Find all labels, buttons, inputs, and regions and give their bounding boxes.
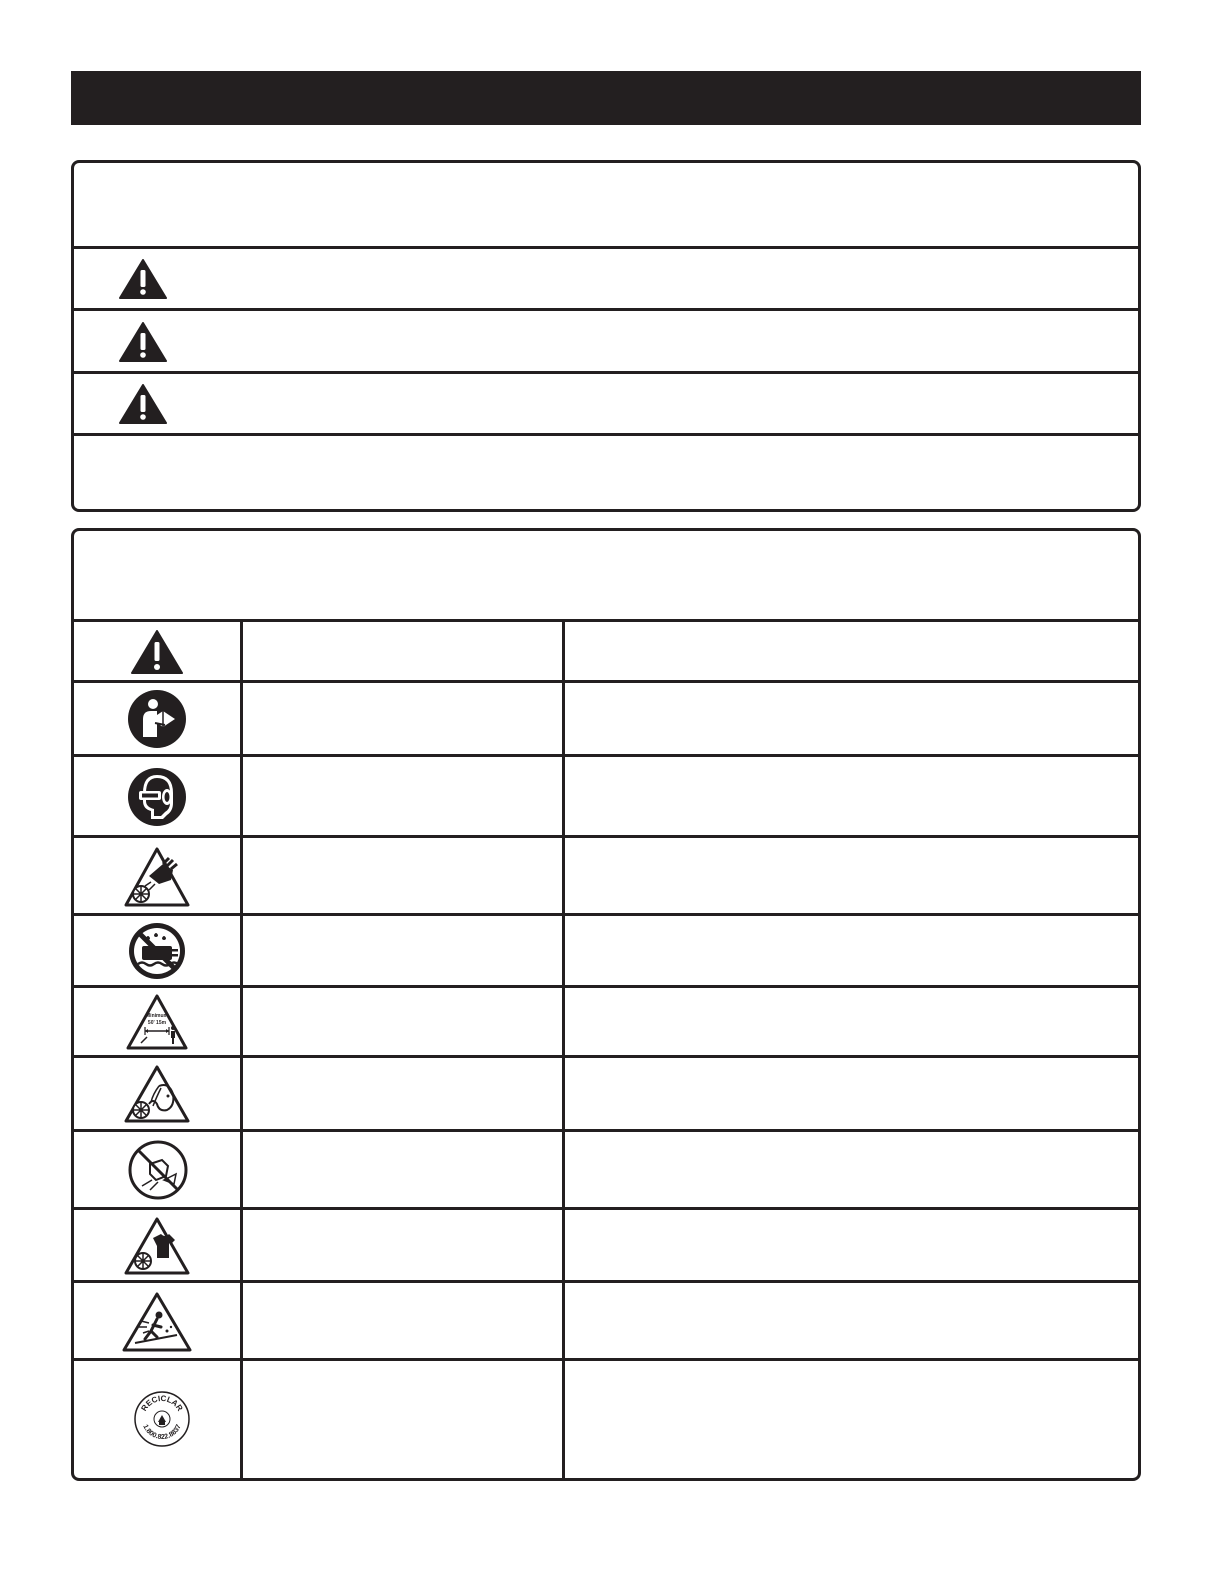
thrown-objects-hazard-icon — [121, 1291, 193, 1353]
hand-blade-hazard-icon — [123, 846, 191, 908]
signal-words-panel — [71, 160, 1141, 512]
keep-bystanders-away-icon — [125, 993, 189, 1051]
signal-words-note — [94, 448, 1118, 498]
icon-text-distance: 50' 15m — [147, 1020, 167, 1026]
seal-text-phone: 1.800.822.8837 — [141, 1423, 183, 1442]
read-manual-icon — [127, 689, 187, 749]
section-header-bar — [71, 71, 1141, 125]
table-row — [74, 683, 1138, 754]
safety-alert-icon — [118, 258, 168, 300]
eye-ear-protection-icon — [127, 767, 187, 827]
no-rain-exposure-icon — [128, 922, 186, 980]
signal-word-row — [74, 374, 1138, 433]
table-row — [74, 1132, 1138, 1207]
table-row — [74, 1361, 1138, 1478]
table-row — [74, 838, 1138, 913]
symbols-panel — [71, 528, 1141, 1481]
signal-word-row — [74, 249, 1138, 308]
safety-alert-icon — [130, 629, 184, 675]
table-row — [74, 622, 1138, 680]
signal-words-intro — [94, 181, 1118, 231]
table-row — [74, 916, 1138, 985]
safety-alert-icon — [118, 321, 168, 363]
table-row — [74, 1210, 1138, 1280]
table-row — [74, 757, 1138, 835]
symbols-intro — [94, 549, 1118, 609]
table-row — [74, 988, 1138, 1055]
divider — [74, 433, 1138, 436]
no-debris-hand-icon — [128, 1140, 188, 1200]
seal-text-recycle: RECICLAR — [139, 1393, 185, 1413]
safety-alert-icon — [118, 383, 168, 425]
signal-word-row — [74, 311, 1138, 371]
hair-entanglement-hazard-icon — [123, 1064, 191, 1124]
clothing-entanglement-icon — [123, 1216, 191, 1276]
table-row — [74, 1058, 1138, 1129]
table-row — [74, 1283, 1138, 1358]
icon-text-minimum: Minimum — [146, 1013, 168, 1019]
recycle-seal-icon — [134, 1391, 190, 1447]
